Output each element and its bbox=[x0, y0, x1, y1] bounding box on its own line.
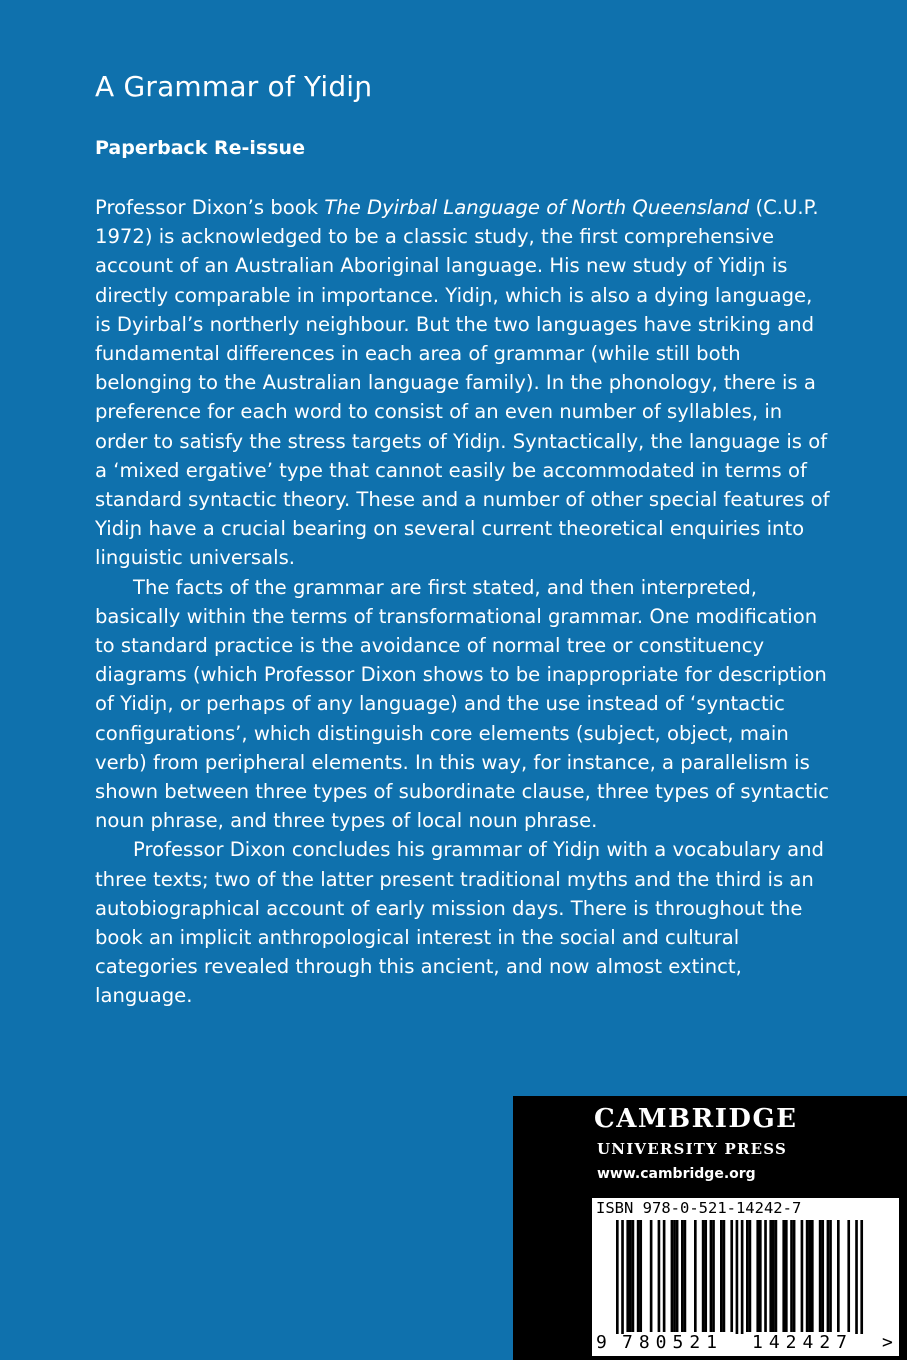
book-description bbox=[95, 193, 830, 1011]
barcode-bar bbox=[819, 1220, 822, 1332]
barcode-bar bbox=[811, 1220, 814, 1332]
barcode-bar bbox=[626, 1220, 629, 1332]
barcode-bar bbox=[855, 1220, 858, 1334]
barcode-bar bbox=[756, 1220, 759, 1332]
description-paragraph-1 bbox=[95, 193, 830, 573]
barcode-bar bbox=[860, 1220, 863, 1334]
barcode-bar bbox=[629, 1220, 632, 1332]
barcode-bar bbox=[775, 1220, 778, 1332]
cited-book-title: The Dyirbal Language of North Queensland bbox=[324, 196, 750, 219]
barcode-bar bbox=[829, 1220, 832, 1332]
barcode-bar bbox=[694, 1220, 697, 1332]
publisher-subname: UNIVERSITY PRESS bbox=[597, 1140, 788, 1158]
barcode-bar bbox=[785, 1220, 788, 1332]
isbn-label: ISBN 978-0-521-14242-7 bbox=[596, 1199, 802, 1217]
barcode-bar bbox=[847, 1220, 850, 1332]
barcode-bar bbox=[793, 1220, 796, 1332]
barcode-right-digits: 142427 bbox=[752, 1332, 854, 1353]
barcode-bar bbox=[663, 1220, 666, 1332]
barcode-bar bbox=[684, 1220, 687, 1332]
publisher-panel bbox=[513, 1096, 907, 1360]
barcode-bar bbox=[637, 1220, 640, 1332]
barcode-bar bbox=[782, 1220, 785, 1332]
barcode-bars bbox=[592, 1220, 899, 1334]
edition-label: Paperback Re-issue bbox=[95, 137, 305, 159]
barcode-bar bbox=[632, 1220, 635, 1332]
book-title: A Grammar of Yidiɲ bbox=[95, 70, 373, 103]
p1-text-after: (C.U.P. 1972) is acknowledged to be a classic study, the first comprehensive account of an Australian Aboriginal language. His new study of Yidiɲ is directly comparable in importance. Yidiɲ, which is also a dying language, is Dyirbal’s northerly neighbour. But the two languages have striking and fundamental differences in each area of grammar (while still both belonging to the Australian language family). In the phonology, there is a preference for each word to consist of an even number of syllables, in order to satisfy the stress targets of Yidiɲ. Syntactically, the language is of a ‘mixed ergative’ type that cannot easily be accommodated in terms of standard syntactic theory. These and a number of other special features of Yidiɲ have a crucial bearing on several current theoretical enquiries into linguistic universals. bbox=[95, 196, 830, 570]
description-paragraph-2: The facts of the grammar are first stated, and then interpreted, basically within the terms of transformational grammar. One modification to standard practice is the avoidance of normal tree or constituency diagrams (which Professor Dixon shows to be inappropriate for description of Yidiɲ, or perhaps of any language) and the use instead of ‘syntactic configurations’, which distinguish core elements (subject, object, main verb) from peripheral elements. In this way, for instance, a parallelism is shown between three types of subordinate clause, three types of syntactic noun phrase, and three types of local noun phrase. bbox=[95, 575, 829, 833]
p1-text-before: Professor Dixon’s book bbox=[95, 196, 325, 219]
barcode-bar bbox=[730, 1220, 733, 1332]
barcode-bar bbox=[673, 1220, 676, 1332]
barcode-bar bbox=[702, 1220, 705, 1332]
barcode-bar bbox=[720, 1220, 723, 1332]
barcode-bar bbox=[821, 1220, 824, 1332]
barcode-digits bbox=[592, 1332, 899, 1354]
barcode-bar bbox=[639, 1220, 642, 1332]
barcode-bar bbox=[759, 1220, 762, 1332]
barcode-bar bbox=[772, 1220, 775, 1332]
barcode-bar bbox=[827, 1220, 830, 1332]
barcode-bar bbox=[704, 1220, 707, 1332]
publisher-url: www.cambridge.org bbox=[597, 1166, 756, 1182]
barcode-bar bbox=[671, 1220, 674, 1332]
barcode-bar bbox=[676, 1220, 679, 1332]
description-paragraph-3: Professor Dixon concludes his grammar of Yidiɲ with a vocabulary and three texts; two of the latter present traditional myths and the third is an autobiographical account of early mission days. There is throughout the book an implicit anthropological interest in the social and cultural categories revealed through this ancient, and now almost extinct, language. bbox=[95, 838, 824, 1008]
barcode-bar bbox=[764, 1220, 767, 1332]
barcode-bar bbox=[808, 1220, 811, 1332]
barcode-bar bbox=[681, 1220, 684, 1332]
barcode-bar bbox=[616, 1220, 619, 1334]
barcode-bar bbox=[790, 1220, 793, 1332]
barcode-left-digits: 780521 bbox=[622, 1332, 724, 1353]
barcode-bar bbox=[723, 1220, 726, 1332]
barcode-bar bbox=[741, 1220, 744, 1334]
barcode-bar bbox=[806, 1220, 809, 1332]
barcode-bar bbox=[769, 1220, 772, 1332]
barcode-bar bbox=[621, 1220, 624, 1334]
barcode-bar bbox=[712, 1220, 715, 1332]
barcode-bar bbox=[837, 1220, 840, 1332]
barcode-bar bbox=[801, 1220, 804, 1332]
barcode-bar bbox=[749, 1220, 752, 1332]
publisher-name: CAMBRIDGE bbox=[594, 1104, 798, 1134]
barcode-bar bbox=[746, 1220, 749, 1332]
barcode-bar bbox=[736, 1220, 739, 1334]
barcode-arrow: > bbox=[882, 1332, 893, 1353]
barcode-bar bbox=[650, 1220, 653, 1332]
barcode-block bbox=[592, 1198, 899, 1356]
barcode-bar bbox=[658, 1220, 661, 1332]
barcode-first-digit: 9 bbox=[596, 1332, 607, 1353]
barcode-bar bbox=[710, 1220, 713, 1332]
